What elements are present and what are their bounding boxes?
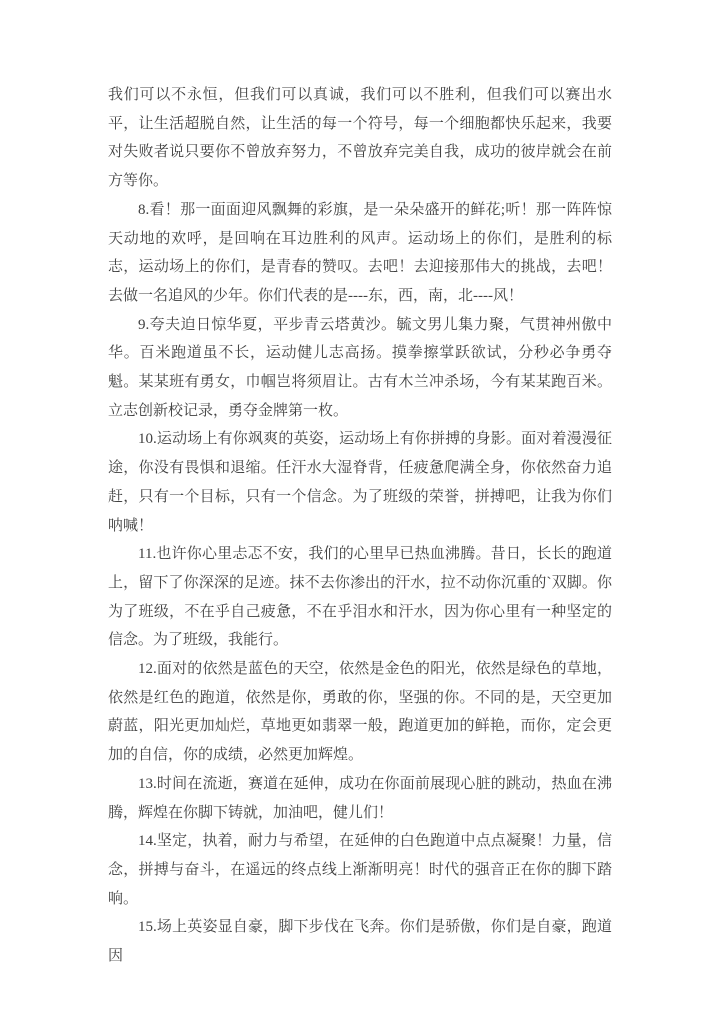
paragraph-11: 11.也许你心里忐忑不安，我们的心里早已热血沸腾。昔日，长长的跑道上，留下了你深深的足迹。抹不去你渗出的汗水，拉不动你沉重的`双脚。你为了班级，不在乎自己疲惫，不在乎泪水和汗水，因为你心里有一种坚定的信念。为了班级，我能行。 xyxy=(108,546,612,649)
paragraph-15: 15.场上英姿显自豪，脚下步伐在飞奔。你们是骄傲，你们是自豪，跑道因 xyxy=(108,919,612,965)
document-page xyxy=(108,81,612,971)
paragraph-12: 12.面对的依然是蓝色的天空，依然是金色的阳光，依然是绿色的草地，依然是红色的跑道，依然是你，勇敢的你，坚强的你。不同的是，天空更加蔚蓝，阳光更加灿烂，草地更如翡翠一般，跑道更加的鲜艳，而你，定会更加的自信，你的成绩，必然更加辉煌。 xyxy=(108,661,612,764)
paragraph-13: 13.时间在流逝，赛道在延伸，成功在你面前展现心脏的跳动，热血在沸腾，辉煌在你脚下铸就，加油吧，健儿们！ xyxy=(108,775,612,821)
paragraph-10: 10.运动场上有你飒爽的英姿，运动场上有你拼搏的身影。面对着漫漫征途，你没有畏惧和退缩。任汗水大湿脊背，任疲惫爬满全身，你依然奋力追赶，只有一个目标，只有一个信念。为了班级的荣誉，拼搏吧，让我为你们呐喊！ xyxy=(108,431,612,534)
paragraph-7-continuation: 我们可以不永恒，但我们可以真诚，我们可以不胜利，但我们可以赛出水平，让生活超脱自然，让生活的每一个符号，每一个细胞都快乐起来，我要对失败者说只要你不曾放弃努力，不曾放弃完美自我，成功的彼岸就会在前方等你。 xyxy=(108,87,612,190)
paragraph-14: 14.坚定，执着，耐力与希望，在延伸的白色跑道中点点凝聚！力量，信念，拼搏与奋斗，在遥远的终点线上渐渐明亮！时代的强音正在你的脚下踏响。 xyxy=(108,833,612,907)
paragraph-8: 8.看！那一面面迎风飘舞的彩旗，是一朵朵盛开的鲜花;听！那一阵阵惊天动地的欢呼，是回响在耳边胜利的风声。运动场上的你们，是胜利的标志，运动场上的你们，是青春的赞叹。去吧！去迎接那伟大的挑战，去吧！去做一名追风的少年。你们代表的是----东，西，南，北----风！ xyxy=(108,201,612,304)
paragraph-9: 9.夸夫迫日惊华夏，平步青云塔黄沙。毓文男儿集力聚，气贯神州傲中华。百米跑道虽不长，运动健儿志高扬。摸拳擦掌跃欲试，分秒必争勇夺魁。某某班有勇女，巾帼岂将须眉让。古有木兰冲杀场，今有某某跑百米。立志创新校记录，勇夺金牌第一枚。 xyxy=(108,316,612,419)
